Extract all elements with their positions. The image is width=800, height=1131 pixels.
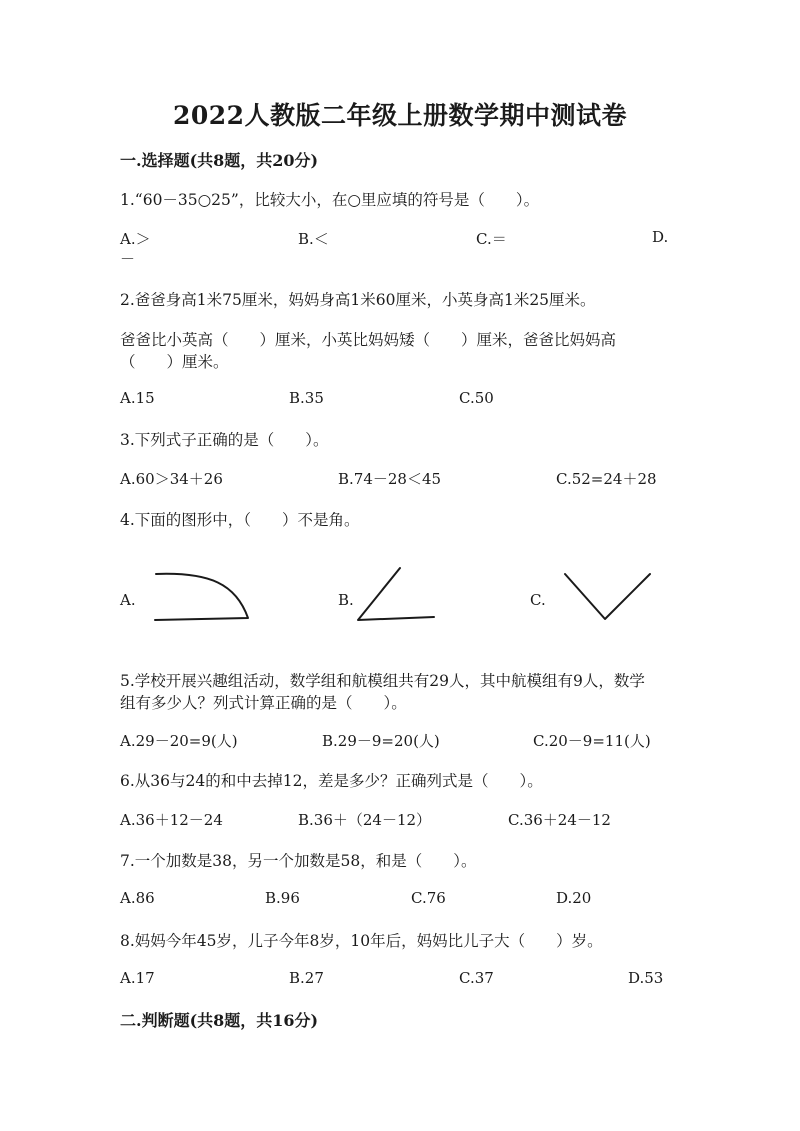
- question-6-option-b: B.36＋（24－12）: [298, 811, 432, 829]
- question-7-option-b: B.96: [265, 889, 300, 907]
- question-2-option-b: B.35: [289, 389, 324, 407]
- question-8-stem: 8.妈妈今年45岁，儿子今年8岁，10年后，妈妈比儿子大（ ）岁。: [120, 932, 603, 950]
- question-5-option-a: A.29－20=9(人): [120, 732, 238, 750]
- question-3-option-c: C.52=24＋28: [556, 470, 657, 488]
- question-4-option-a: A.: [120, 591, 136, 609]
- question-5-line-2: 组有多少人？列式计算正确的是（ ）。: [120, 694, 407, 712]
- question-8-option-d: D.53: [628, 969, 664, 987]
- question-8-option-a: A.17: [120, 969, 155, 987]
- question-2-line-2: 爸爸比小英高（ ）厘米，小英比妈妈矮（ ）厘米，爸爸比妈妈高: [120, 331, 617, 349]
- question-8-option-c: C.37: [459, 969, 494, 987]
- question-1-stem: 1.“60－35○25”，比较大小，在○里应填的符号是（ ）。: [120, 191, 540, 209]
- question-7-option-d: D.20: [556, 889, 592, 907]
- section-heading-choice: 一.选择题(共8题，共20分): [120, 151, 319, 170]
- question-6-option-c: C.36＋24－12: [508, 811, 611, 829]
- question-1-option-c: C.＝: [476, 230, 507, 248]
- question-1-option-d: D.: [652, 228, 669, 246]
- question-2-option-c: C.50: [459, 389, 494, 407]
- question-2-option-a: A.15: [120, 389, 155, 407]
- question-5-option-b: B.29－9=20(人): [322, 732, 440, 750]
- section-heading-true-false: 二.判断题(共8题，共16分): [120, 1011, 319, 1030]
- question-1-option-b: B.＜: [298, 230, 329, 248]
- question-2-line-3: （ ）厘米。: [120, 353, 229, 371]
- question-5-option-c: C.20－9=11(人): [533, 732, 651, 750]
- question-8-option-b: B.27: [289, 969, 324, 987]
- curved-shape-figure: [150, 568, 254, 624]
- question-3-option-b: B.74－28＜45: [338, 470, 442, 488]
- question-6-option-a: A.36＋12－24: [120, 811, 223, 829]
- question-3-option-a: A.60＞34＋26: [120, 470, 223, 488]
- question-7-stem: 7.一个加数是38，另一个加数是58，和是（ ）。: [120, 852, 477, 870]
- question-4-stem: 4.下面的图形中，（ ）不是角。: [120, 511, 360, 529]
- question-1-option-d-value: －: [120, 250, 136, 268]
- question-7-option-c: C.76: [411, 889, 446, 907]
- angle-figure-c: [560, 570, 656, 624]
- question-1-option-a: A.＞: [120, 230, 151, 248]
- question-4-option-b: B.: [338, 591, 354, 609]
- page-title: 2022人教版二年级上册数学期中测试卷: [172, 101, 628, 130]
- question-7-option-a: A.86: [120, 889, 155, 907]
- question-5-stem: 5.学校开展兴趣组活动，数学组和航模组共有29人，其中航模组有9人，数学: [120, 672, 645, 690]
- question-3-stem: 3.下列式子正确的是（ ）。: [120, 431, 329, 449]
- question-6-stem: 6.从36与24的和中去掉12，差是多少？正确列式是（ ）。: [120, 772, 543, 790]
- question-2-stem: 2.爸爸身高1米75厘米，妈妈身高1米60厘米，小英身高1米25厘米。: [120, 291, 596, 309]
- question-4-option-c: C.: [530, 591, 546, 609]
- angle-figure-b: [352, 564, 438, 624]
